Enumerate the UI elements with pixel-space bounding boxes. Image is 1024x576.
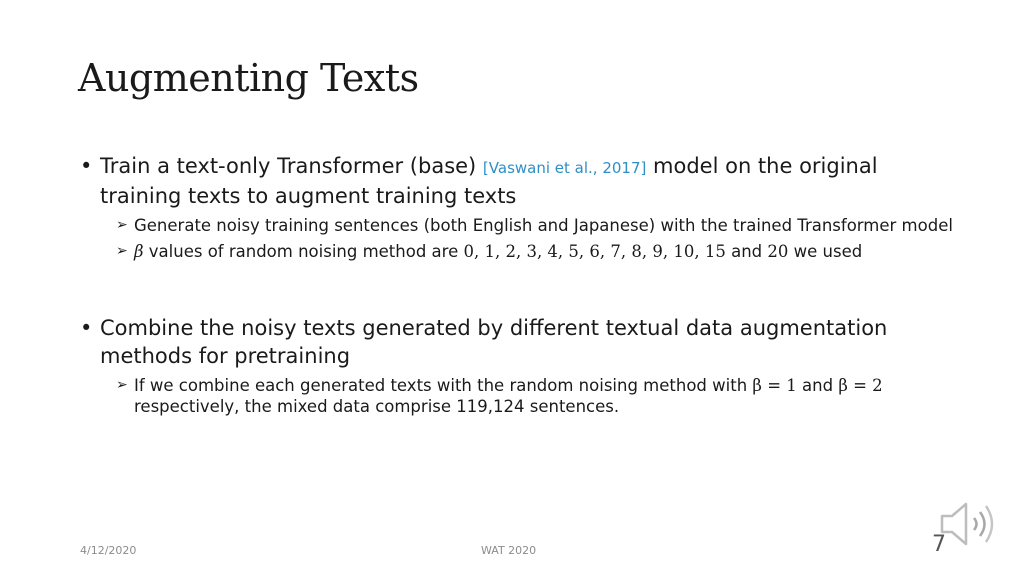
slide-content: [78, 152, 958, 417]
sub-bullet-generate: [78, 215, 958, 236]
bullet-1-text-after: model on the original training texts to augment training texts: [100, 154, 878, 208]
slide-title: Augmenting Texts: [78, 56, 419, 100]
sub-bullet-beta-values: [78, 241, 958, 262]
bullet-1: [78, 152, 958, 210]
citation: [Vaswani et al., 2017]: [482, 159, 647, 177]
combine-text-a: If we combine each generated texts with the random noising method with: [134, 376, 753, 395]
footer-date: 4/12/2020: [80, 544, 137, 557]
speaker-icon[interactable]: [938, 496, 998, 552]
combine-text-c: respectively, the mixed data comprise 119,124 sentences.: [134, 397, 620, 416]
beta-values: 0, 1, 2, 3, 4, 5, 6, 7, 8, 9, 10, 15: [463, 242, 726, 261]
combine-text-b: and: [796, 376, 839, 395]
arrow-bullet-icon: ➢: [116, 243, 128, 259]
beta-last-value: 20: [767, 242, 789, 261]
sub-bullet-combine: [78, 375, 958, 417]
page-number: 7: [932, 532, 946, 557]
beta-symbol: β: [134, 242, 144, 261]
bullet-1-text-before: Train a text-only Transformer (base): [100, 154, 483, 178]
footer-conference: WAT 2020: [481, 544, 537, 557]
arrow-bullet-icon: ➢: [116, 217, 128, 233]
beta-text-a: values of random noising method are: [143, 242, 464, 261]
sub-bullet-generate-text: Generate noisy training sentences (both English and Japanese) with the trained Transformer model: [134, 216, 953, 235]
beta-text-c: we used: [788, 242, 863, 261]
bullet-dot-icon: •: [80, 154, 93, 178]
equation-beta-1: β = 1: [752, 376, 797, 395]
arrow-bullet-icon: ➢: [116, 377, 128, 393]
beta-text-b: and: [725, 242, 768, 261]
bullet-2: [78, 314, 958, 370]
equation-beta-2: β = 2: [838, 376, 883, 395]
bullet-2-text: Combine the noisy texts generated by different textual data augmentation methods for pretraining: [100, 316, 888, 368]
bullet-dot-icon: •: [80, 316, 93, 340]
